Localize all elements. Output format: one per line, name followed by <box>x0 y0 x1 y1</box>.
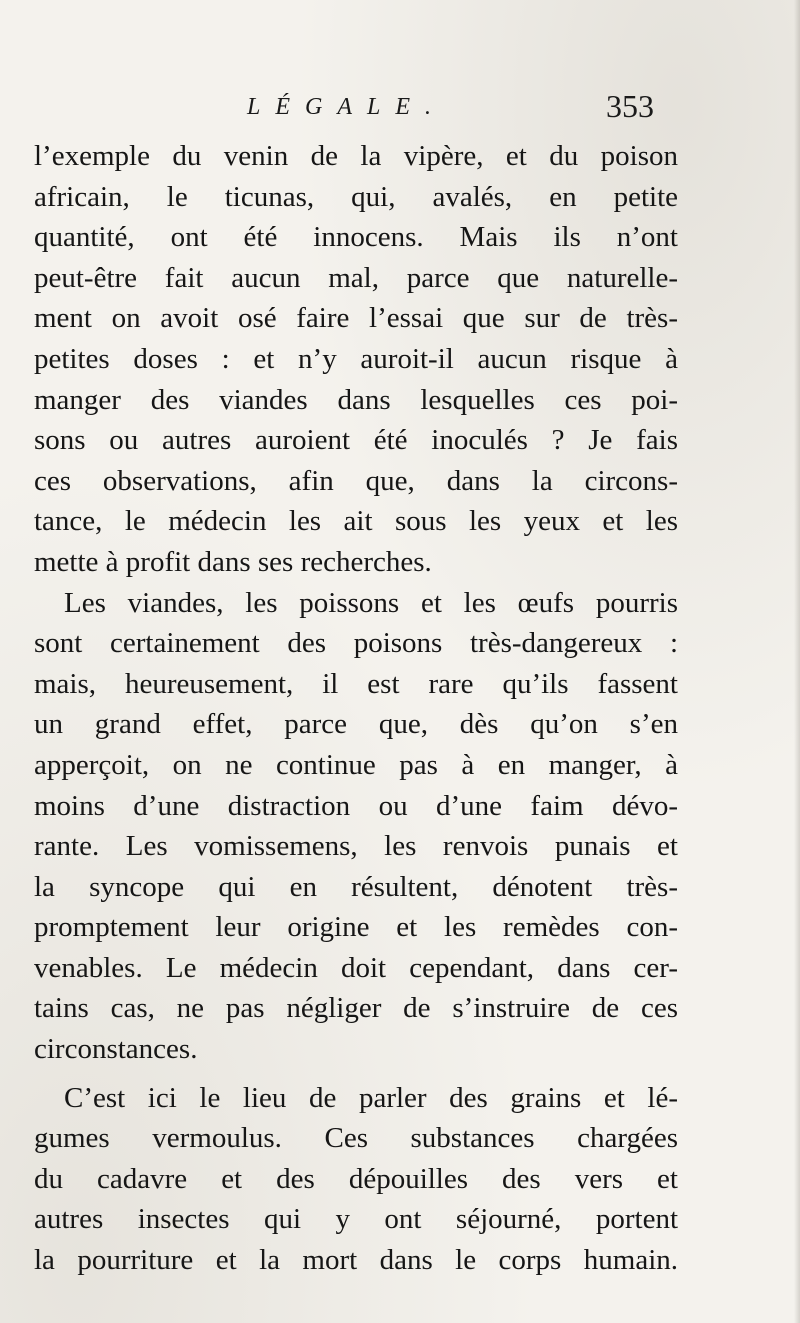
paragraph-gap <box>34 1070 678 1078</box>
paragraph-3 <box>34 1078 678 1281</box>
text-line: C’est ici le lieu de parler des grains et lé- <box>64 1081 678 1114</box>
body-text <box>34 136 678 1281</box>
text-line: rante. Les vomissemens, les renvois punais et <box>34 830 678 863</box>
text-line: la pourriture et la mort dans le corps humain. <box>34 1244 678 1277</box>
page-number: 353 <box>606 88 654 124</box>
text-line: petites doses : et n’y auroit-il aucun risque à <box>34 342 678 375</box>
text-line: africain, le ticunas, qui, avalés, en petite <box>34 180 678 213</box>
text-line: apperçoit, on ne continue pas à en manger, à <box>34 748 678 781</box>
text-line: peut-être fait aucun mal, parce que naturelle- <box>34 261 678 294</box>
text-line: promptement leur origine et les remèdes con- <box>34 911 678 944</box>
text-line: mette à profit dans ses recherches. <box>34 545 432 578</box>
text-line: sont certainement des poisons très-dangereux : <box>34 627 678 660</box>
paragraph-2 <box>34 583 678 1070</box>
text-line: du cadavre et des dépouilles des vers et <box>34 1162 678 1195</box>
text-line: tains cas, ne pas négliger de s’instruire de ces <box>34 992 678 1025</box>
text-line: mais, heureusement, il est rare qu’ils fassent <box>34 667 678 700</box>
text-line: moins d’une distraction ou d’une faim dévo- <box>34 789 678 822</box>
text-line: tance, le médecin les ait sous les yeux et les <box>34 505 678 538</box>
text-line: circonstances. <box>34 1033 198 1066</box>
text-line: venables. Le médecin doit cependant, dans cer- <box>34 951 678 984</box>
text-line: la syncope qui en résultent, dénotent très- <box>34 870 678 903</box>
paragraph-1 <box>34 136 678 583</box>
text-line: ment on avoit osé faire l’essai que sur de très- <box>34 302 678 335</box>
running-head: LÉGALE. <box>247 94 447 120</box>
text-line: manger des viandes dans lesquelles ces poi- <box>34 383 678 416</box>
text-line: ces observations, afin que, dans la circons- <box>34 464 678 497</box>
text-line: quantité, ont été innocens. Mais ils n’ont <box>34 221 678 254</box>
text-line: gumes vermoulus. Ces substances chargées <box>34 1122 678 1155</box>
page-edge-shadow <box>794 0 800 1323</box>
text-line: un grand effet, parce que, dès qu’on s’en <box>34 708 678 741</box>
text-line: sons ou autres auroient été inoculés ? Je fais <box>34 424 678 457</box>
text-line: l’exemple du venin de la vipère, et du poison <box>34 140 678 172</box>
text-line: Les viandes, les poissons et les œufs pourris <box>64 586 678 619</box>
page-header <box>0 88 800 134</box>
text-line: autres insectes qui y ont séjourné, portent <box>34 1203 678 1236</box>
